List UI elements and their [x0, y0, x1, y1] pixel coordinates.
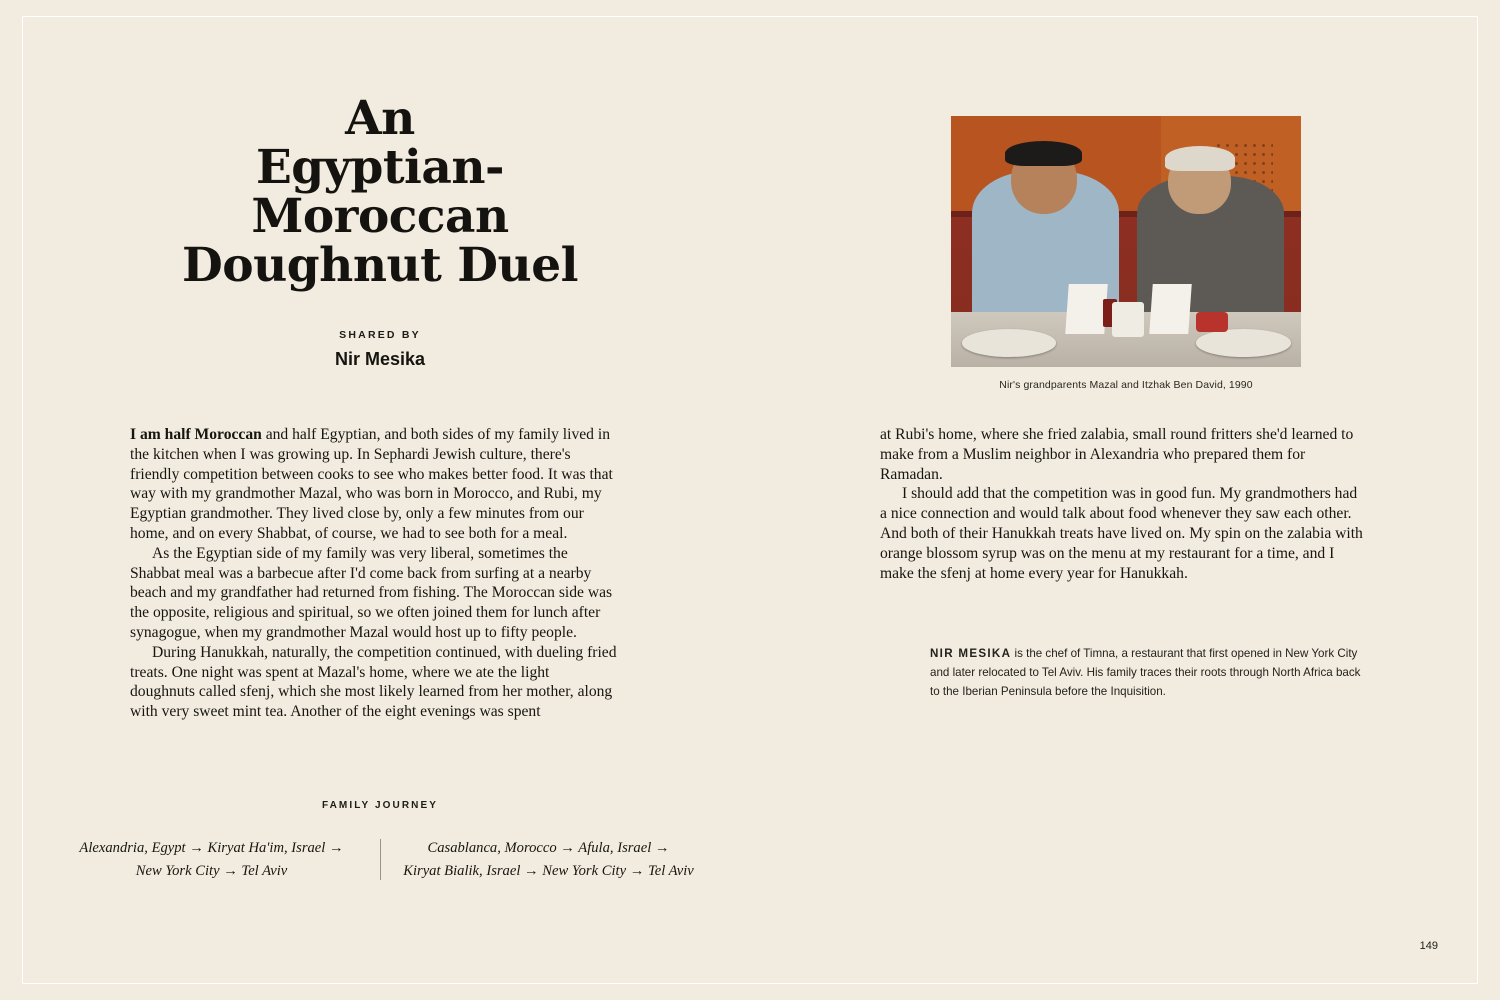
body-paragraph-4: at Rubi's home, where she fried zalabia, small round fritters she'd learned to make from a Muslim neighbor in Alexandria who prepared them for Ramadan.: [880, 426, 1354, 483]
photo-plate-left: [962, 329, 1057, 357]
author-bio-text: is the chef of Timna, a restaurant that first opened in New York City and later relocated to Tel Aviv. His family traces their roots through North Africa back to the Iberian Peninsula before the Inquisition.: [930, 647, 1361, 698]
title-line-1: An: [345, 91, 415, 146]
body-paragraph-1-rest: and half Egyptian, and both sides of my family lived in the kitchen when I was growing up. In Sephardi Jewish culture, there's friendly competition between cooks to see who makes better food. It was that way with my grandmother Mazal, who was born in Morocco, and Rubi, my Egyptian grandmother. They lived close by, only a few minutes from our home, and on every Shabbat, of course, we had to see both for a meal.: [130, 426, 613, 542]
author-bio-name: NIR MESIKA: [930, 647, 1012, 660]
family-journey-column-b: [381, 837, 699, 882]
title-line-3: Doughnut Duel: [182, 237, 578, 293]
family-journey-label: FAMILY JOURNEY: [321, 800, 439, 811]
journey-a-line-2: New York City → Tel Aviv: [135, 862, 288, 879]
page-number: 149: [1419, 940, 1438, 952]
title-block: [130, 91, 630, 370]
title-line-2: Egyptian-Moroccan: [251, 139, 509, 244]
journey-b-line-2: Kiryat Bialik, Israel → New York City → Tel Aviv: [403, 862, 694, 879]
body-column-left: [130, 425, 617, 722]
body-paragraph-3: During Hanukkah, naturally, the competition continued, with dueling fried treats. One night was spent at Mazal's home, where we ate the light doughnuts called sfenj, which she most likely learned from her mother, along with very sweet mint tea. Another of the eight evenings was spent: [130, 643, 617, 721]
body-paragraph-2: As the Egyptian side of my family was very liberal, sometimes the Shabbat meal was a barbecue after I'd come back from surfing at a nearby beach and my grandfather had returned from fishing. The Moroccan side was the opposite, religious and spiritual, so we often joined them for lunch after synagogue, when my grandmother Mazal would host up to fifty people.: [130, 544, 613, 641]
journey-a-line-1: Alexandria, Egypt → Kiryat Ha'im, Israel →: [79, 840, 344, 856]
photo-grandmother-headscarf: [1165, 146, 1235, 171]
shared-by-label: SHARED BY: [339, 328, 421, 341]
photo-plate-right: [1196, 329, 1291, 357]
photo-grandfather-hat: [1005, 141, 1082, 166]
page-title: [130, 91, 630, 293]
body-paragraph-5: I should add that the competition was in good fun. My grandmothers had a nice connection and would talk about food whenever they saw each other. And both of their Hanukkah treats have lived on. My spin on the zalabia with orange blossom syrup was on the menu at my restaurant for a time, and I make the sfenj at home every year for Hanukkah.: [880, 485, 1363, 582]
photo-napkin-right: [1149, 284, 1191, 334]
body-paragraph-1: [130, 425, 617, 544]
photo-red-object: [1196, 312, 1228, 332]
lead-in-text: I am half Moroccan: [130, 426, 262, 443]
author-bio: [930, 645, 1370, 701]
shared-by-name: Nir Mesika: [334, 348, 426, 369]
grandparents-photo: [951, 116, 1301, 367]
body-column-right: [880, 425, 1367, 583]
family-journey-column-a: [62, 837, 380, 882]
photo-block: [951, 116, 1301, 391]
journey-b-line-1: Casablanca, Morocco → Afula, Israel →: [427, 840, 670, 856]
photo-napkin-left: [1065, 284, 1107, 334]
family-journey-rows: [60, 837, 700, 882]
photo-caption: Nir's grandparents Mazal and Itzhak Ben David, 1990: [999, 379, 1253, 391]
family-journey-section: [60, 800, 700, 882]
photo-cup: [1112, 302, 1144, 337]
